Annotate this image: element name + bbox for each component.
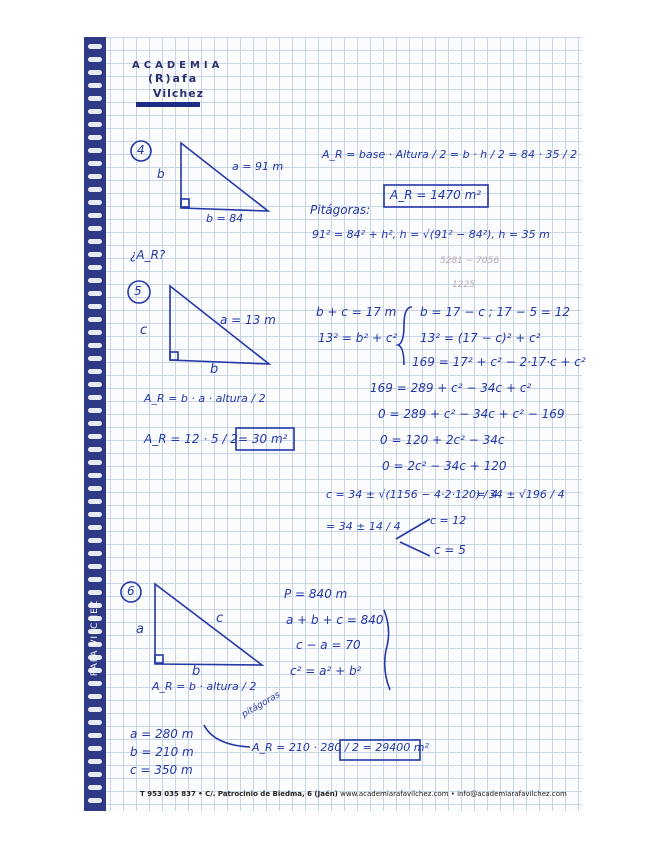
- footer: [140, 790, 567, 798]
- p6-value-c: c = 350 m: [130, 763, 193, 777]
- p5-side-b: b: [210, 362, 219, 377]
- p5-area-formula: A_R = b · a · altura / 2: [144, 392, 266, 405]
- p5-substitution-1: b = 17 − c ; 17 − 5 = 12: [420, 305, 571, 319]
- arrow-root1: [396, 519, 430, 539]
- p6-final-area: A_R = 210 · 280 / 2 = 29400 m²: [252, 741, 429, 754]
- p5-step-1: 169 = 17² + c² − 2·17·c + c²: [412, 355, 586, 369]
- footer-phone: T 953 035 837: [140, 790, 196, 798]
- p5-quadratic-1: c = 34 ± √(1156 − 4·2·120) / 4: [326, 488, 498, 501]
- right-angle-5: [170, 352, 178, 360]
- problem-5-number: 5: [134, 284, 142, 298]
- p6-value-b: b = 210 m: [130, 745, 194, 759]
- p5-system-eq1: b + c = 17 m: [316, 305, 397, 319]
- p6-area-formula: A_R = b · altura / 2: [152, 680, 257, 693]
- right-angle-6: [155, 655, 163, 663]
- p4-faint-calc-1: 5281 − 7056: [440, 256, 500, 266]
- p5-root-1: c = 12: [430, 514, 467, 527]
- p5-side-c: c: [140, 323, 148, 338]
- p6-equation-2: c − a = 70: [296, 638, 361, 652]
- p5-step-4: 0 = 120 + 2c² − 34c: [380, 433, 505, 447]
- arrow-6: [204, 725, 250, 747]
- p4-result: A_R = 1470 m²: [390, 188, 482, 202]
- right-angle-4: [181, 199, 189, 207]
- p6-perimeter: P = 840 m: [284, 587, 348, 601]
- p4-side-b: b: [157, 167, 165, 181]
- brace-5: [398, 307, 412, 365]
- triangle-4: [181, 143, 268, 211]
- p4-pitagoras: Pitágoras:: [310, 203, 371, 217]
- p5-root-2: c = 5: [434, 543, 466, 557]
- p4-question: ¿A_R?: [130, 248, 166, 262]
- problem-6-number: 6: [127, 584, 135, 598]
- p6-side-c: c: [216, 611, 224, 626]
- p5-step-2: 169 = 289 + c² − 34c + c²: [370, 381, 532, 395]
- p6-side-b: b: [192, 664, 201, 679]
- brace-6: [384, 610, 390, 690]
- p6-equation-1: a + b + c = 840: [286, 613, 384, 627]
- p5-step-3: 0 = 289 + c² − 34c + c² − 169: [378, 407, 565, 421]
- p6-pitagoras: pitágoras: [240, 690, 283, 720]
- p4-side-a: a = 91 m: [232, 160, 284, 173]
- p5-quadratic-3: = 34 ± 14 / 4: [326, 520, 401, 533]
- logo-vilchez: Vilchez: [153, 87, 205, 100]
- p5-side-a: a = 13 m: [220, 313, 276, 327]
- p4-faint-calc-2: 1225: [452, 280, 475, 290]
- p5-quadratic-2: = 34 ± √196 / 4: [476, 488, 565, 501]
- triangle-6: [155, 584, 262, 665]
- footer-email: • info@academiarafavilchez.com: [450, 790, 567, 798]
- p5-area-calc: A_R = 12 · 5 / 2: [144, 432, 238, 446]
- arrow-root2: [400, 542, 430, 556]
- p6-equation-3: c² = a² + b²: [290, 664, 362, 678]
- p6-value-a: a = 280 m: [130, 727, 194, 741]
- problem-4-number: 4: [137, 143, 145, 157]
- p5-substitution-2: 13² = (17 − c)² + c²: [420, 331, 541, 345]
- p6-side-a: a: [136, 622, 144, 637]
- logo-academia: ACADEMIA: [132, 60, 224, 71]
- p4-equation: 91² = 84² + h², h = √(91² − 84²), h = 35 m: [312, 228, 550, 241]
- p4-formula: A_R = base · Altura / 2 = b · h / 2 = 84 · 35 / 2: [322, 148, 578, 161]
- logo-rafa: (R)afa: [148, 72, 199, 85]
- p5-step-5: 0 = 2c² − 34c + 120: [382, 459, 507, 473]
- footer-address: • C/. Patrocinio de Biedma, 6 (Jaén): [198, 790, 338, 798]
- footer-web: www.academiarafavilchez.com: [340, 790, 449, 798]
- p5-area-result: = 30 m²: [238, 432, 288, 446]
- p4-side-base: b = 84: [206, 212, 244, 225]
- side-strip-text: RAFA VILCHEZ: [90, 600, 100, 677]
- p5-system-eq2: 13² = b² + c²: [318, 331, 398, 345]
